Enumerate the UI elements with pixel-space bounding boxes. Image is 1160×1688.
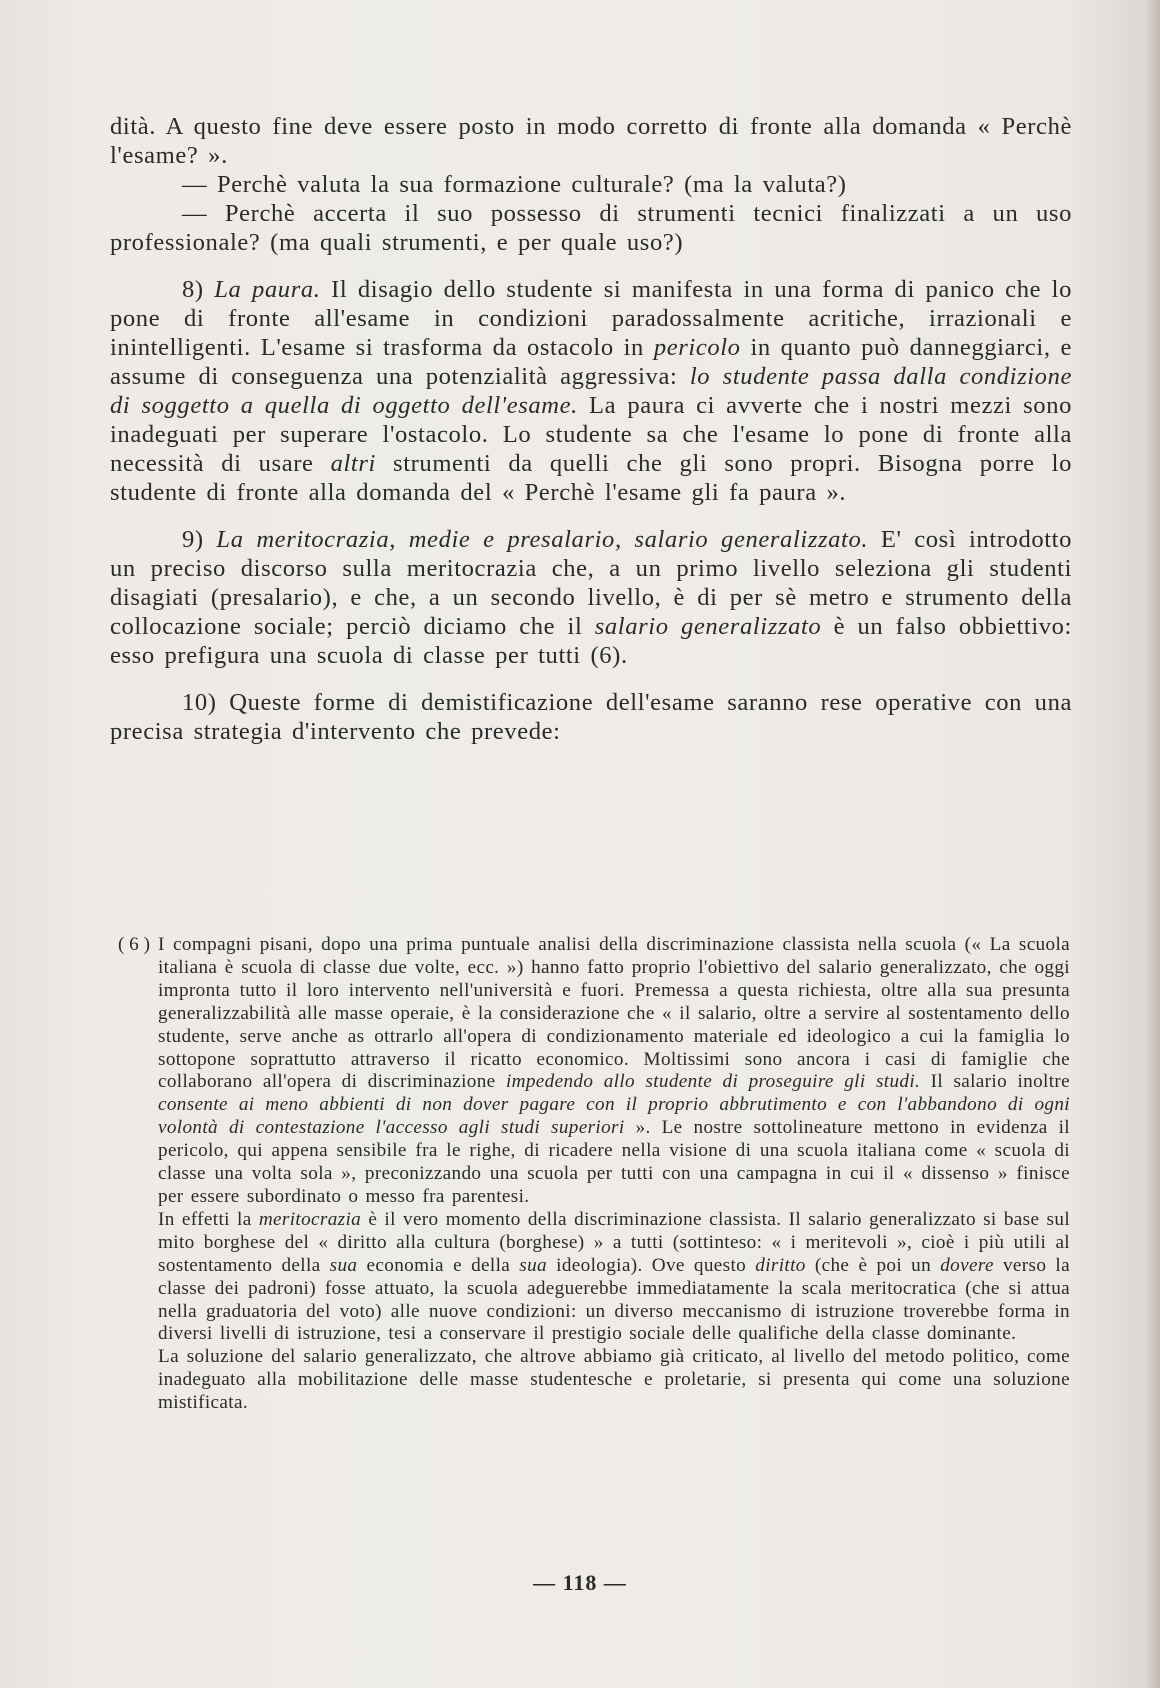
paragraph-9-number: 9) [182, 526, 204, 553]
footnote-paragraph-2 [158, 1209, 1070, 1346]
paragraph-9-text-1: E' così introdotto un preciso discorso sulla meritocrazia che, a un primo livello seleziona gli studenti disagiati (presalario), e che, a un secondo livello, è di per sè metro e strumento della collocazione sociale; perciò diciamo che il [110, 526, 1073, 640]
paragraph-intro: dità. A questo fine deve essere posto in modo corretto di fronte alla domanda « Perchè l'esame? ». [110, 113, 1072, 169]
paragraph-8-text-3: La paura ci avverte che i nostri mezzi sono inadeguati per superare l'ostacolo. Lo studente sa che l'esame lo pone di fronte alla necessità di usare [110, 392, 1072, 477]
footnote-text-a3: Il salario inoltre [920, 1071, 1070, 1093]
footnote-paragraph-1 [158, 934, 1070, 1209]
footnote-italic-b2: meritocrazia [258, 1208, 362, 1230]
paragraph-9-text-2: è un falso obbiettivo: esso prefigura una scuola di classe per tutti (6). [110, 613, 1072, 669]
footnote-text-b1: In effetti la [158, 1208, 259, 1230]
paragraph-9-title: La meritocrazia, medie e presalario, salario generalizzato. [216, 526, 869, 553]
paragraph-9-italic-1: salario generalizzato [594, 613, 822, 640]
footnote-italic-b10: dovere [940, 1254, 994, 1276]
footnote-text-b11: verso la classe dei padroni) fosse attuato, la scuola adeguerebbe immediatamente la scala meritocratica (che si attua nella graduatoria del voto) alle nuove condizioni: un diverso meccanismo di istruzione troverebbe forma in diversi livelli di istruzione, tesi a conservare il prestigio sociale delle qualifiche della classe dominante. [158, 1254, 1070, 1345]
footnote-italic-b4: sua [329, 1254, 358, 1276]
page-edge-shadow [1146, 0, 1160, 1688]
footnote-text-b5: economia e della [357, 1254, 520, 1276]
paragraph-8-text-2: in quanto può danneggiarci, e assume di conseguenza una potenzialità aggressiva: [110, 334, 1072, 390]
paragraph-10: 10) Queste forme di demistificazione dell'esame saranno rese operative con una precisa strategia d'intervento che prevede: [110, 689, 1072, 745]
main-text [110, 112, 1072, 746]
footnote-text-a1: I compagni pisani, dopo una prima puntuale analisi della discriminazione classista nella scuola (« La scuola italiana è scuola di classe due volte, ecc. ») hanno fatto proprio l'obiettivo del salario generalizzato, che oggi impronta tutto il loro intervento nell'università e fuori. Premessa a questa richiesta, oltre alla sua presunta generalizzabilità alle masse operaie, è la considerazione che « il salario, oltre a servire al sostentamento dello studente, serve anche as ottrarlo all'opera di condizionamento materiale ed ideologico a cui la famiglia lo sottopone soprattutto attraverso il ricatto economico. Moltissimi sono ancora i casi di famiglie che collaborano all'opera di discriminazione [158, 934, 1070, 1093]
question-1: — Perchè valuta la sua formazione culturale? (ma la valuta?) [182, 171, 847, 198]
paragraph-8 [110, 275, 1072, 507]
question-2: — Perchè accerta il suo possesso di strumenti tecnici finalizzati a un uso professionale? (ma quali strumenti, e per quale uso?) [110, 200, 1072, 256]
footnote-italic-b6: sua [519, 1254, 548, 1276]
paragraph-9 [110, 525, 1072, 670]
paragraph-8-italic-3: altri [330, 450, 376, 477]
paragraph-8-number: 8) [182, 276, 204, 303]
footnote-italic-a4: consente ai meno abbienti di non dover pagare con il proprio abbrutimento e con l'abbandono di ogni volontà di contestazione l'accesso agli studi superiori [158, 1094, 1070, 1139]
footnote-paragraph-3: La soluzione del salario generalizzato, che altrove abbiamo già criticato, al livello del metodo politico, come inadeguato alla mobilitazione delle masse studentesche e proletarie, si presenta qui come una soluzione mistificata. [158, 1346, 1070, 1414]
footnote-6 [158, 934, 1070, 1415]
page-number: — 118 — [533, 1570, 627, 1595]
footnote-text-a5: ». Le nostre sottolineature mettono in evidenza il pericolo, qui appena sensibile fra le righe, di ricadere nella visione di una scuola italiana come « scuola di classe una volta sola », preconizzando una scuola per tutti con una campagna in cui il « dissenso » finisce per essere subordinato o messo fra parentesi. [158, 1117, 1070, 1207]
footnote-marker: ( 6 ) [118, 934, 150, 955]
paragraph-8-text-4: strumenti da quelli che gli sono propri. Bisogna porre lo studente di fronte alla domanda del « Perchè l'esame gli fa paura ». [110, 450, 1072, 506]
footnote-italic-b8: diritto [755, 1254, 806, 1276]
paragraph-8-text-1: Il disagio dello studente si manifesta in una forma di panico che lo pone di fronte all'esame in condizioni paradossalmente acritiche, irrazionali e inintelligenti. L'esame si trasforma da ostacolo in [110, 276, 1072, 361]
paragraph-8-title: La paura. [214, 276, 321, 303]
paragraph-8-italic-1: pericolo [653, 334, 741, 361]
footnote-text-b3: è il vero momento della discriminazione classista. Il salario generalizzato si base sul mito borghese del « diritto alla cultura (borghese) » a tutti (sottinteso: « i meritevoli », cioè i più utili al sostentamento della [158, 1208, 1070, 1276]
footnote-italic-a2: impedendo allo studente di proseguire gli studi. [505, 1071, 921, 1093]
footnote-text-b9: (che è poi un [805, 1254, 941, 1276]
footnote-text-b7: ideologia). Ove questo [547, 1254, 756, 1276]
paragraph-8-italic-2: lo studente passa dalla condizione di soggetto a quella di oggetto dell'esame. [110, 363, 1072, 419]
